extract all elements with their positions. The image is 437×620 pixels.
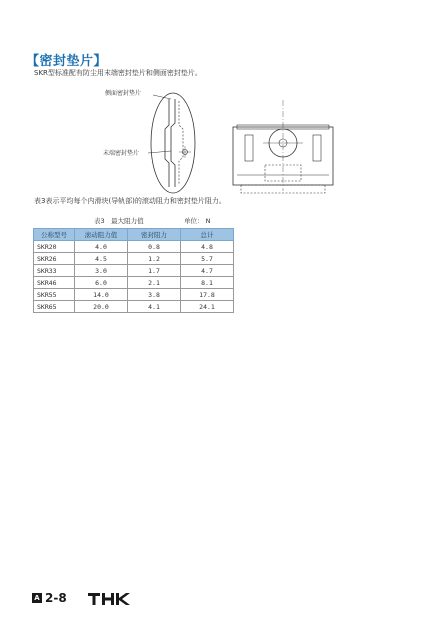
cell-seal: 2.1 bbox=[128, 277, 181, 289]
cell-rolling: 14.0 bbox=[75, 289, 128, 301]
table-header-row bbox=[34, 229, 234, 241]
cell-total: 4.7 bbox=[181, 265, 234, 277]
page-number: 2-8 bbox=[45, 591, 67, 605]
table-caption: 表3表示平均每个内滑块(导轨部)的滚动阻力和密封垫片阻力。 bbox=[34, 197, 226, 205]
cell-rolling: 6.0 bbox=[75, 277, 128, 289]
side-seal-label: 侧面密封垫片 bbox=[105, 90, 142, 97]
cell-total: 5.7 bbox=[181, 253, 234, 265]
cell-total: 8.1 bbox=[181, 277, 234, 289]
intro-text: SKR型标准配有防尘用末端密封垫片和侧面密封垫片。 bbox=[34, 69, 202, 77]
header-rolling-resistance: 滚动阻力值 bbox=[75, 229, 128, 241]
cell-rolling: 20.0 bbox=[75, 301, 128, 313]
cell-model: SKR46 bbox=[34, 277, 75, 289]
table-unit: 单位： N bbox=[184, 217, 211, 225]
cell-model: SKR20 bbox=[34, 241, 75, 253]
header-total: 总计 bbox=[181, 229, 234, 241]
cell-rolling: 4.0 bbox=[75, 241, 128, 253]
cell-seal: 0.8 bbox=[128, 241, 181, 253]
cell-total: 24.1 bbox=[181, 301, 234, 313]
seal-diagram bbox=[95, 85, 355, 195]
header-model: 公称型号 bbox=[34, 229, 75, 241]
cell-total: 17.8 bbox=[181, 289, 234, 301]
table-title: 表3 最大阻力值 bbox=[94, 217, 144, 225]
section-heading: 【密封垫片】 bbox=[26, 54, 108, 69]
cell-seal: 3.8 bbox=[128, 289, 181, 301]
cell-model: SKR55 bbox=[34, 289, 75, 301]
cell-model: SKR33 bbox=[34, 265, 75, 277]
table-row bbox=[34, 253, 234, 265]
table-row bbox=[34, 241, 234, 253]
section-badge: A bbox=[32, 593, 42, 603]
header-seal-resistance: 密封阻力 bbox=[128, 229, 181, 241]
table-row bbox=[34, 289, 234, 301]
cell-model: SKR26 bbox=[34, 253, 75, 265]
cell-total: 4.8 bbox=[181, 241, 234, 253]
cell-seal: 1.7 bbox=[128, 265, 181, 277]
seal-figure bbox=[95, 85, 355, 195]
end-seal-label: 末端密封垫片 bbox=[103, 150, 140, 157]
resistance-table bbox=[33, 228, 234, 313]
cell-rolling: 4.5 bbox=[75, 253, 128, 265]
cell-seal: 4.1 bbox=[128, 301, 181, 313]
table-row bbox=[34, 265, 234, 277]
table-row bbox=[34, 301, 234, 313]
cell-model: SKR65 bbox=[34, 301, 75, 313]
thk-logo-mark bbox=[88, 592, 130, 606]
thk-logo bbox=[88, 591, 130, 610]
cell-seal: 1.2 bbox=[128, 253, 181, 265]
table-row bbox=[34, 277, 234, 289]
cell-rolling: 3.0 bbox=[75, 265, 128, 277]
